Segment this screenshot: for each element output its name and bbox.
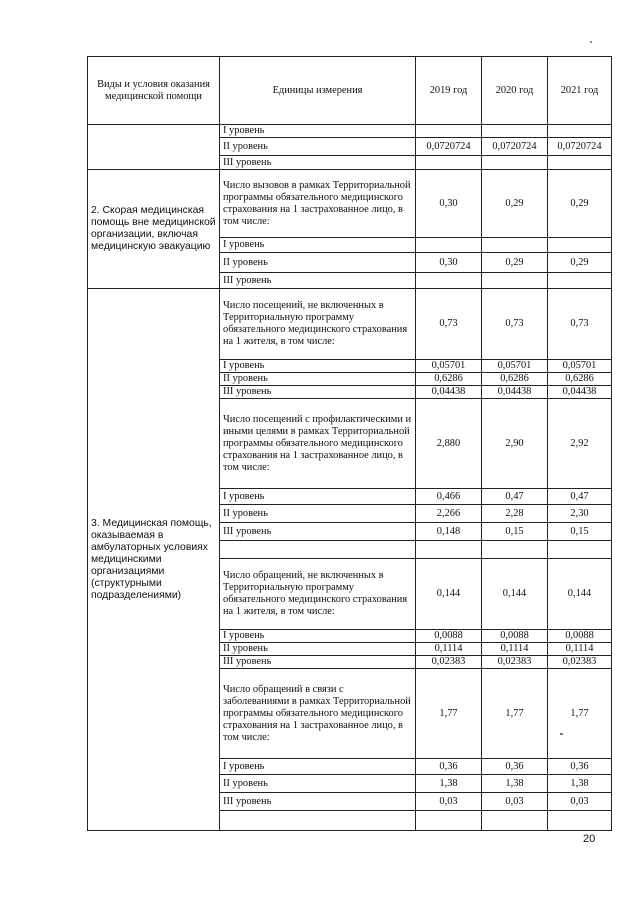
value-cell: 0,05701 bbox=[416, 360, 482, 373]
value-cell: 0,15 bbox=[548, 523, 612, 541]
value-cell: 0,148 bbox=[416, 523, 482, 541]
value-cell: 1,38 bbox=[548, 775, 612, 793]
value-cell: 0,03 bbox=[482, 793, 548, 811]
header-unit: Единицы измерения bbox=[220, 57, 416, 125]
value-cell bbox=[482, 811, 548, 831]
value-cell: 0,04438 bbox=[416, 386, 482, 399]
value-cell bbox=[416, 541, 482, 559]
value-cell bbox=[416, 273, 482, 289]
unit-cell: II уровень bbox=[220, 253, 416, 273]
value-cell: 0,29 bbox=[548, 253, 612, 273]
value-cell bbox=[416, 156, 482, 170]
value-cell: 0,30 bbox=[416, 253, 482, 273]
value-cell: 0,0088 bbox=[548, 630, 612, 643]
value-cell: 0,02383 bbox=[416, 656, 482, 669]
unit-cell: III уровень bbox=[220, 273, 416, 289]
value-cell: 2,28 bbox=[482, 505, 548, 523]
unit-cell: III уровень bbox=[220, 523, 416, 541]
header-year-2021: 2021 год bbox=[548, 57, 612, 125]
value-cell: 0,0088 bbox=[416, 630, 482, 643]
value-cell: 0,6286 bbox=[548, 373, 612, 386]
value-cell: 2,266 bbox=[416, 505, 482, 523]
type-cell bbox=[88, 125, 220, 170]
value-cell: 0,466 bbox=[416, 489, 482, 505]
value-cell bbox=[416, 125, 482, 138]
value-cell: 0,02383 bbox=[548, 656, 612, 669]
value-cell: 0,0720724 bbox=[482, 138, 548, 156]
header-year-2020: 2020 год bbox=[482, 57, 548, 125]
unit-cell: III уровень bbox=[220, 386, 416, 399]
value-cell: 2,880 bbox=[416, 399, 482, 489]
value-cell: 1,38 bbox=[482, 775, 548, 793]
value-cell: 0,73 bbox=[482, 289, 548, 360]
value-cell bbox=[416, 238, 482, 253]
value-cell: 0,30 bbox=[416, 170, 482, 238]
value-cell: 0,6286 bbox=[482, 373, 548, 386]
value-cell bbox=[482, 273, 548, 289]
value-cell: 0,36 bbox=[548, 759, 612, 775]
unit-cell bbox=[220, 811, 416, 831]
page-number: 20 bbox=[583, 833, 596, 845]
value-cell bbox=[482, 238, 548, 253]
value-cell: 0,15 bbox=[482, 523, 548, 541]
value-cell: 0,144 bbox=[482, 559, 548, 630]
unit-cell: I уровень bbox=[220, 125, 416, 138]
unit-cell: Число посещений с профилактическими и иными целями в рамках Территориальной программы обязательного медицинского страхования на 1 застрахованное лицо, в том числе: bbox=[220, 399, 416, 489]
value-cell: 0,144 bbox=[416, 559, 482, 630]
unit-cell: I уровень bbox=[220, 630, 416, 643]
value-cell: 0,47 bbox=[482, 489, 548, 505]
scan-speck bbox=[590, 41, 592, 43]
unit-cell: I уровень bbox=[220, 238, 416, 253]
value-cell bbox=[416, 811, 482, 831]
value-cell: 1,77 bbox=[416, 669, 482, 759]
value-cell: 0,03 bbox=[548, 793, 612, 811]
unit-cell: I уровень bbox=[220, 360, 416, 373]
unit-cell: II уровень bbox=[220, 643, 416, 656]
value-cell: 0,1114 bbox=[548, 643, 612, 656]
value-cell bbox=[482, 541, 548, 559]
value-cell: 0,0720724 bbox=[416, 138, 482, 156]
type-cell: 3. Медицинская помощь, оказываемая в амбулаторных условиях медицинскими организациями (структурными подразделениями) bbox=[88, 289, 220, 831]
unit-cell bbox=[220, 541, 416, 559]
value-cell: 1,38 bbox=[416, 775, 482, 793]
value-cell bbox=[548, 273, 612, 289]
unit-cell: II уровень bbox=[220, 505, 416, 523]
unit-cell: III уровень bbox=[220, 656, 416, 669]
unit-cell: I уровень bbox=[220, 489, 416, 505]
value-cell: 0,04438 bbox=[482, 386, 548, 399]
unit-cell: Число обращений в связи с заболеваниями в рамках Территориальной программы обязательного медицинского страхования на 1 застрахованное лицо, в том числе: bbox=[220, 669, 416, 759]
value-cell: 0,144 bbox=[548, 559, 612, 630]
value-cell bbox=[482, 125, 548, 138]
value-cell: 0,05701 bbox=[482, 360, 548, 373]
table-row bbox=[88, 289, 612, 360]
unit-cell: III уровень bbox=[220, 793, 416, 811]
header-row bbox=[88, 57, 612, 125]
unit-cell: I уровень bbox=[220, 759, 416, 775]
value-cell bbox=[548, 156, 612, 170]
value-cell: 0,0720724 bbox=[548, 138, 612, 156]
value-cell bbox=[548, 238, 612, 253]
value-cell: 2,92 bbox=[548, 399, 612, 489]
value-cell bbox=[482, 156, 548, 170]
header-type: Виды и условия оказания медицинской помощи bbox=[88, 57, 220, 125]
value-cell: 0,29 bbox=[482, 170, 548, 238]
unit-cell: Число посещений, не включенных в Территориальную программу обязательного медицинского страхования на 1 жителя, в том числе: bbox=[220, 289, 416, 360]
value-cell: 0,05701 bbox=[548, 360, 612, 373]
value-cell: 2,90 bbox=[482, 399, 548, 489]
table-row bbox=[88, 170, 612, 238]
value-cell: 0,47 bbox=[548, 489, 612, 505]
unit-cell: III уровень bbox=[220, 156, 416, 170]
value-cell: 0,73 bbox=[416, 289, 482, 360]
unit-cell: Число вызовов в рамках Территориальной программы обязательного медицинского страхования на 1 застрахованное лицо, в том числе: bbox=[220, 170, 416, 238]
value-cell: 0,1114 bbox=[482, 643, 548, 656]
value-cell: 0,02383 bbox=[482, 656, 548, 669]
value-cell: 0,1114 bbox=[416, 643, 482, 656]
unit-cell: II уровень bbox=[220, 775, 416, 793]
indicators-table bbox=[87, 56, 612, 831]
value-cell bbox=[548, 541, 612, 559]
value-cell: 2,30 bbox=[548, 505, 612, 523]
value-cell: 0,6286 bbox=[416, 373, 482, 386]
unit-cell: II уровень bbox=[220, 138, 416, 156]
value-cell bbox=[548, 125, 612, 138]
value-cell: 0,29 bbox=[548, 170, 612, 238]
table-row bbox=[88, 125, 612, 138]
type-cell: 2. Скорая медицинская помощь вне медицинской организации, включая медицинскую эвакуацию bbox=[88, 170, 220, 289]
value-cell: 0,36 bbox=[482, 759, 548, 775]
unit-cell: II уровень bbox=[220, 373, 416, 386]
value-cell: 0,29 bbox=[482, 253, 548, 273]
value-cell: 0,0088 bbox=[482, 630, 548, 643]
unit-cell: Число обращений, не включенных в Территориальную программу обязательного медицинского страхования на 1 жителя, в том числе: bbox=[220, 559, 416, 630]
value-cell: 0,03 bbox=[416, 793, 482, 811]
value-cell: 0,36 bbox=[416, 759, 482, 775]
value-cell: 0,04438 bbox=[548, 386, 612, 399]
header-year-2019: 2019 год bbox=[416, 57, 482, 125]
value-cell: 1,77 bbox=[548, 669, 612, 759]
value-cell bbox=[548, 811, 612, 831]
value-cell: 0,73 bbox=[548, 289, 612, 360]
value-cell: 1,77 bbox=[482, 669, 548, 759]
